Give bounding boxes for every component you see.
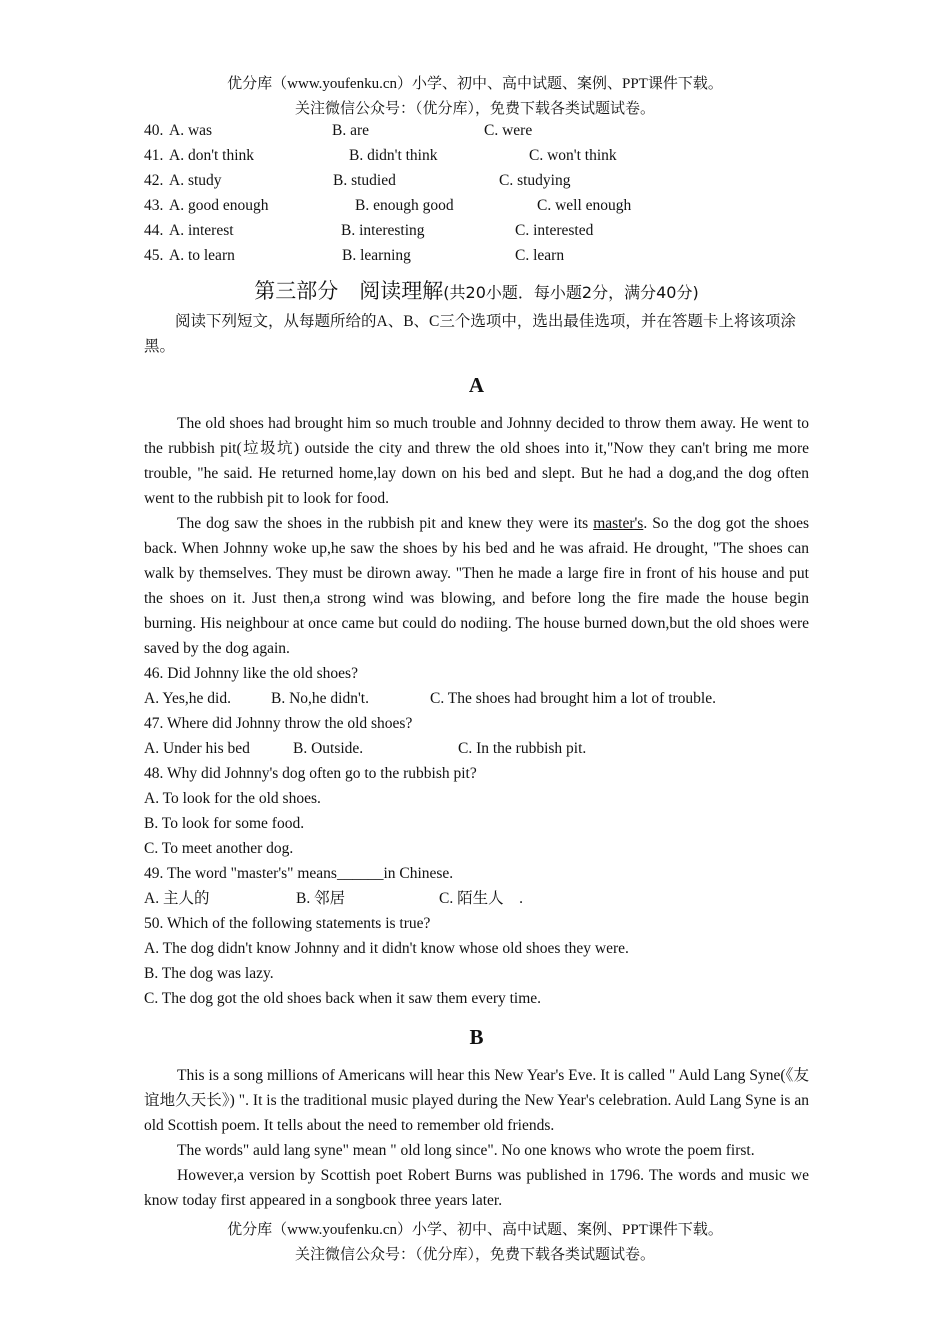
option-a: A. To look for the old shoes. — [144, 790, 321, 807]
option-a: A. study — [169, 172, 222, 189]
question-46-options — [144, 686, 809, 711]
question-number: 45. — [144, 247, 164, 264]
option-row-41 — [144, 143, 809, 168]
option-b: B. interesting — [341, 222, 425, 239]
option-b: B. are — [332, 122, 370, 139]
footer-line-1: 优分库（www.youfenku.cn）小学、初中、高中试题、案例、PPT课件下载。 — [227, 1222, 723, 1238]
passage-a-heading: A — [468, 373, 485, 397]
option-b: B. enough good — [355, 197, 454, 214]
question-50: 50. Which of the following statements is true? — [144, 915, 431, 932]
header-line-2: 关注微信公众号：（优分库），免费下载各类试题试卷。 — [294, 101, 655, 117]
option-a: A. 主人的 — [144, 890, 210, 907]
option-c: C. were — [484, 122, 533, 139]
question-number: 40. — [144, 122, 164, 139]
option-c: C. The shoes had brought him a lot of trouble. — [430, 690, 716, 707]
option-c: C. The dog got the old shoes back when it saw them every time. — [144, 990, 542, 1007]
passage-a-paragraph-2 — [144, 511, 809, 661]
option-c: C. well enough — [537, 197, 632, 214]
section-title — [144, 273, 809, 309]
option-a: A. interest — [169, 222, 234, 239]
passage-b-paragraph-2: The words" auld lang syne" mean " old long since". No one knows who wrote the poem first. — [177, 1142, 755, 1159]
section-title-main: 第三部分 阅读理解 — [254, 279, 444, 303]
option-a: A. don't think — [169, 147, 255, 164]
option-b: B. The dog was lazy. — [144, 965, 274, 982]
option-c: C. To meet another dog. — [144, 840, 294, 857]
option-a: A. Yes,he did. — [144, 690, 231, 707]
underlined-word: master's — [593, 515, 644, 532]
question-48: 48. Why did Johnny's dog often go to the rubbish pit? — [144, 765, 477, 782]
option-a: A. to learn — [169, 247, 235, 264]
question-47-options — [144, 736, 809, 761]
option-c: C. In the rubbish pit. — [458, 740, 587, 757]
option-b: B. 邻居 — [296, 890, 346, 907]
option-b: B. learning — [342, 247, 411, 264]
option-b: B. No,he didn't. — [271, 690, 369, 707]
option-b: B. didn't think — [349, 147, 438, 164]
header-line-1: 优分库（www.youfenku.cn）小学、初中、高中试题、案例、PPT课件下载。 — [227, 76, 723, 92]
page-header — [0, 72, 950, 122]
option-c: C. 陌生人 . — [439, 890, 523, 907]
paragraph-text: . So the dog got the shoes back. When Johnny woke up,he saw the shoes by his bed and he was afraid. He drought, "The shoes can walk by themselves. They must be dirown away. "Then he made a large fire in front of his house and put the shoes on it. Just then,a strong wind was blowing, and before long the fire made the house begin burning. His neighbour at once came but could do nodiing. The house burned down,but the old shoes were saved by the dog again. — [144, 515, 809, 657]
question-number: 41. — [144, 147, 164, 164]
option-b: B. To look for some food. — [144, 815, 305, 832]
option-b: B. studied — [333, 172, 396, 189]
option-a: A. Under his bed — [144, 740, 250, 757]
option-a: A. The dog didn't know Johnny and it didn't know whose old shoes they were. — [144, 940, 629, 957]
option-c: C. learn — [515, 247, 565, 264]
option-row-45 — [144, 243, 809, 268]
option-a: A. good enough — [169, 197, 269, 214]
question-number: 42. — [144, 172, 164, 189]
option-row-42 — [144, 168, 809, 193]
page-footer — [0, 1218, 950, 1268]
option-row-40 — [144, 118, 809, 143]
option-row-44 — [144, 218, 809, 243]
option-c: C. won't think — [529, 147, 617, 164]
question-49-options — [144, 886, 809, 911]
cloze-options — [144, 118, 809, 268]
paragraph-text: The dog saw the shoes in the rubbish pit and knew they were its — [177, 515, 594, 532]
option-a: A. was — [169, 122, 213, 139]
footer-line-2: 关注微信公众号：（优分库），免费下载各类试题试卷。 — [294, 1247, 655, 1263]
question-47: 47. Where did Johnny throw the old shoes? — [144, 715, 413, 732]
option-row-43 — [144, 193, 809, 218]
option-b: B. Outside. — [293, 740, 364, 757]
passage-b-heading: B — [469, 1025, 484, 1049]
question-46: 46. Did Johnny like the old shoes? — [144, 665, 358, 682]
option-c: C. studying — [499, 172, 571, 189]
section-instruction: 阅读下列短文，从每题所给的A、B、C三个选项中，选出最佳选项，并在答题卡上将该项涂黑。 — [144, 313, 796, 355]
exam-content — [144, 118, 809, 1213]
question-49: 49. The word "master's" means______in Chinese. — [144, 865, 454, 882]
option-c: C. interested — [515, 222, 594, 239]
passage-a-paragraph-1: The old shoes had brought him so much trouble and Johnny decided to throw them away. He went to the rubbish pit(垃圾坑) outside the city and threw the old shoes into it,"Now they can't bring me more trouble, "he said. He returned home,lay down on his bed and slept. But he had a dog,and the dog often went to the rubbish pit to look for food. — [144, 415, 809, 507]
passage-b-paragraph-3: However,a version by Scottish poet Robert Burns was published in 1796. The words and music we know today first appeared in a songbook three years later. — [144, 1167, 809, 1209]
question-number: 43. — [144, 197, 164, 214]
question-number: 44. — [144, 222, 164, 239]
passage-b-paragraph-1: This is a song millions of Americans will hear this New Year's Eve. It is called " Auld Lang Syne(《友谊地久天长》) ". It is the traditional music played during the New Year's celebration. Auld Lang Syne is an old Scottish poem. It tells about the need to remember old friends. — [144, 1067, 809, 1134]
section-title-sub: (共20小题．每小题2分，满分40分) — [443, 283, 699, 302]
